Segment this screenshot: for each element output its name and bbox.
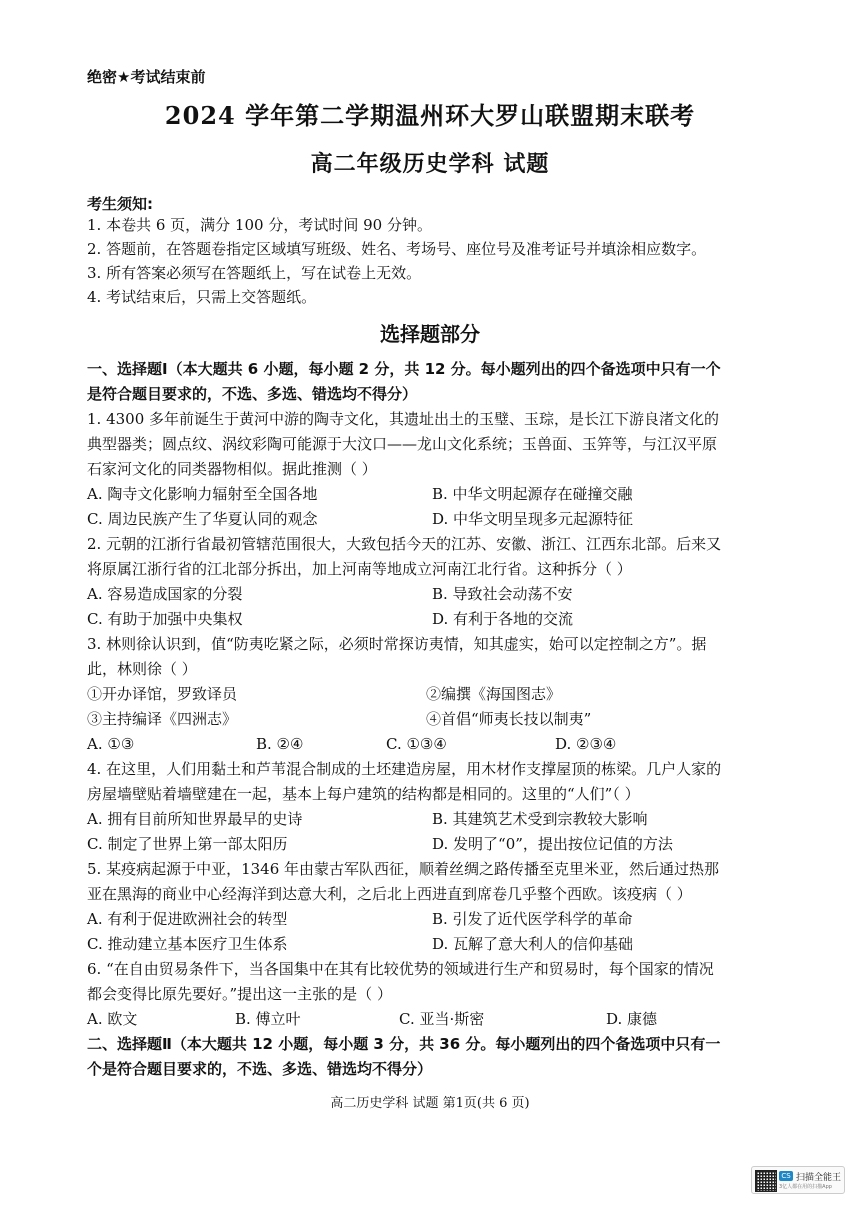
q5-stem-line: 亚在黑海的商业中心经海洋到达意大利，之后北上西进直到席卷几乎整个西欧。该疫病（ ） [87,885,692,903]
q3-option-c: C. ①③④ [386,735,447,753]
q3-option-d: D. ②③④ [555,735,617,753]
q2-option-b: B. 导致社会动荡不安 [432,585,573,603]
q5-option-c: C. 推动建立基本医疗卫生体系 [87,935,288,953]
q2-option-a: A. 容易造成国家的分裂 [87,585,243,603]
q6-stem-line: 6. “在自由贸易条件下，当各国集中在其有比较优势的领域进行生产和贸易时，每个国家的情况 [87,960,714,978]
q1-option-d: D. 中华文明呈现多元起源特征 [432,510,634,528]
page-footer: 高二历史学科 试题 第1页(共 6 页) [330,1096,530,1111]
note-item: 1. 本卷共 6 页，满分 100 分，考试时间 90 分钟。 [87,216,432,234]
q3-stem-line: 此，林则徐（ ） [87,660,197,678]
part2-heading-line2: 个是符合题目要求的，不选、多选、错选均不得分） [87,1060,433,1078]
q1-stem-line: 1. 4300 多年前诞生于黄河中游的陶寺文化，其遗址出土的玉璧、玉琮，是长江下游良渚文化的 [87,410,720,428]
note-item: 4. 考试结束后，只需上交答题纸。 [87,288,317,306]
q6-option-a: A. 欧文 [87,1010,138,1028]
q2-option-c: C. 有助于加强中央集权 [87,610,243,628]
q4-stem-line: 房屋墙壁贴着墙壁建在一起，基本上每户建筑的结构都是相同的。这里的“人们”（ ） [87,785,640,803]
part2-heading-line1: 二、选择题Ⅱ（本大题共 12 小题，每小题 3 分，共 36 分。每小题列出的四个备选项中只有一 [87,1035,721,1053]
q3-statement-3: ③主持编译《四洲志》 [87,710,238,728]
q5-option-b: B. 引发了近代医学科学的革命 [432,910,633,928]
q2-option-d: D. 有利于各地的交流 [432,610,574,628]
part1-heading-line1: 一、选择题Ⅰ（本大题共 6 小题，每小题 2 分，共 12 分。每小题列出的四个备选项中只有一个 [87,360,721,378]
q4-option-c: C. 制定了世界上第一部太阳历 [87,835,288,853]
q4-option-d: D. 发明了“0”，提出按位记值的方法 [432,835,673,853]
scanner-logo: CS [779,1171,793,1181]
q6-option-d: D. 康德 [606,1010,658,1028]
q3-option-b: B. ②④ [256,735,304,753]
q1-option-b: B. 中华文明起源存在碰撞交融 [432,485,633,503]
part1-heading-line2: 是符合题目要求的，不选、多选、错选均不得分） [87,385,418,403]
q3-statement-1: ①开办译馆，罗致译员 [87,685,238,703]
notes-heading: 考生须知: [87,195,153,213]
q3-stem-line: 3. 林则徐认识到，值“防夷吃紧之际，必须时常探访夷情，知其虚实，始可以定控制之方”。据 [87,635,707,653]
exam-subtitle: 高二年级历史学科 试题 [310,151,550,177]
note-item: 3. 所有答案必须写在答题纸上，写在试卷上无效。 [87,264,422,282]
q2-stem-line: 2. 元朝的江浙行省最初管辖范围很大，大致包括今天的江苏、安徽、浙江、江西东北部。后来又 [87,535,722,553]
q4-option-b: B. 其建筑艺术受到宗教较大影响 [432,810,648,828]
q4-stem-line: 4. 在这里，人们用黏土和芦苇混合制成的土坯建造房屋，用木材作支撑屋顶的栋梁。几户人家的 [87,760,722,778]
q3-statement-4: ④首倡“师夷长技以制夷” [426,710,592,728]
confidential-label: 绝密★考试结束前 [87,68,206,86]
note-item: 2. 答题前，在答题卷指定区域填写班级、姓名、考场号、座位号及准考证号并填涂相应数字。 [87,240,707,258]
scanner-sublabel: 3亿人都在用的扫描App [779,1184,832,1190]
section-title: 选择题部分 [380,322,480,346]
q1-option-a: A. 陶寺文化影响力辐射至全国各地 [87,485,318,503]
q3-option-a: A. ①③ [87,735,135,753]
exam-title: 2024 学年第二学期温州环大罗山联盟期末联考 [164,101,696,130]
q5-stem-line: 5. 某疫病起源于中亚，1346 年由蒙古军队西征，顺着丝绸之路传播至克里米亚，然后通过热那 [87,860,720,878]
q1-option-c: C. 周边民族产生了华夏认同的观念 [87,510,318,528]
q6-option-b: B. 傅立叶 [235,1010,301,1028]
scanner-watermark [751,1166,845,1194]
q4-option-a: A. 拥有目前所知世界最早的史诗 [87,810,303,828]
q3-statement-2: ②编撰《海国图志》 [426,685,562,703]
qr-code-icon [755,1170,777,1192]
q5-option-d: D. 瓦解了意大利人的信仰基础 [432,935,634,953]
q5-option-a: A. 有利于促进欧洲社会的转型 [87,910,288,928]
q2-stem-line: 将原属江浙行省的江北部分拆出，加上河南等地成立河南江北行省。这种拆分（ ） [87,560,632,578]
q1-stem-line: 石家河文化的同类器物相似。据此推测（ ） [87,460,377,478]
q6-stem-line: 都会变得比原先要好。”提出这一主张的是（ ） [87,985,392,1003]
q1-stem-line: 典型器类；圆点纹、涡纹彩陶可能源于大汶口——龙山文化系统；玉兽面、玉笄等，与江汉平原 [87,435,718,453]
q6-option-c: C. 亚当·斯密 [399,1010,485,1028]
scanner-label: 扫描全能王 [796,1173,842,1183]
